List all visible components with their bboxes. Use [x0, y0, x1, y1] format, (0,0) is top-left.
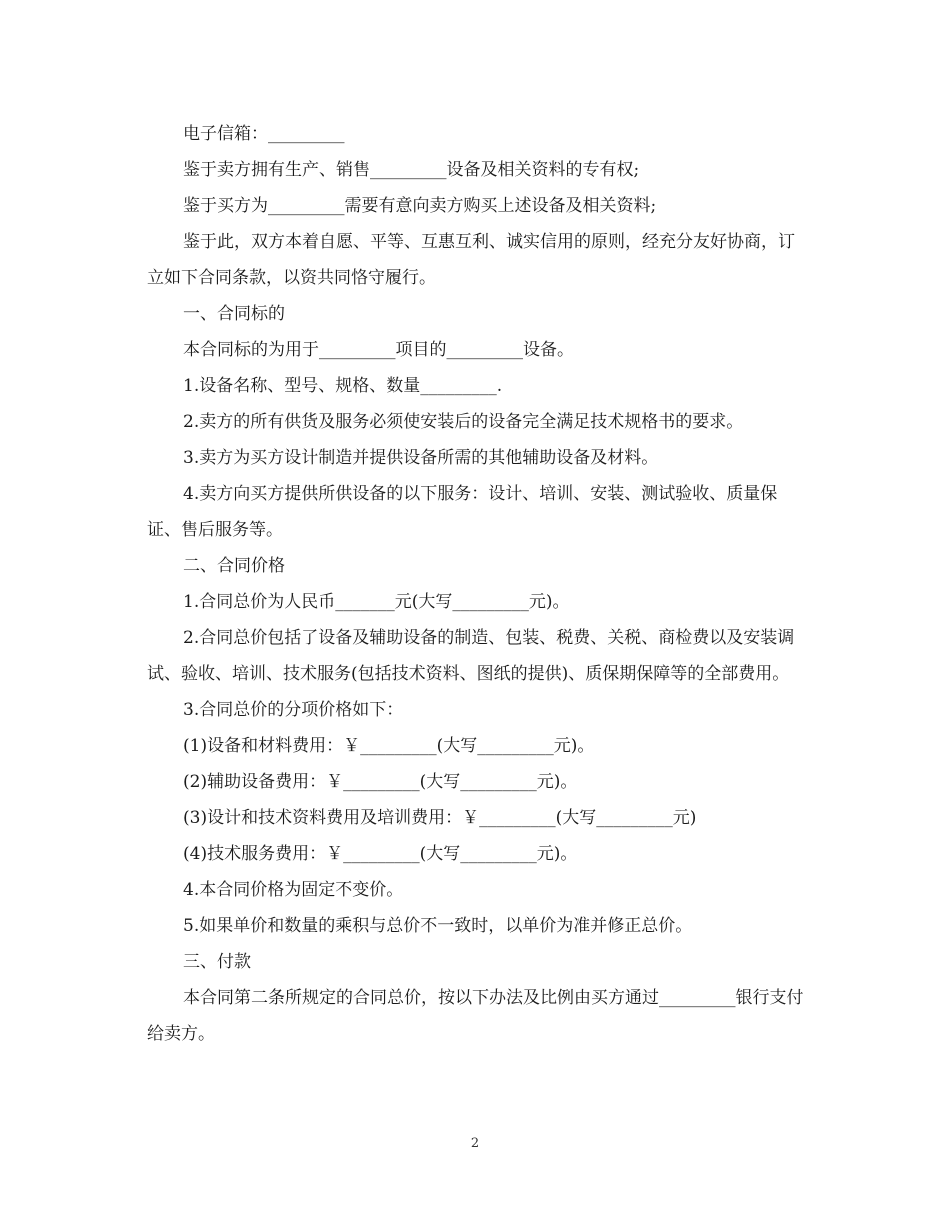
clause-1-4: 4.卖方向买方提供所供设备的以下服务：设计、培训、安装、测试验收、质量保证、售后服务等。 — [147, 484, 778, 540]
section-heading-contract-price: 二、合同价格 — [183, 556, 285, 576]
clause-2-1: 1.合同总价为人民币_______元(大写_________元)。 — [183, 592, 570, 612]
document-body — [147, 116, 807, 1052]
clause-1-2: 2.卖方的所有供货及服务必须使安装后的设备完全满足技术规格书的要求。 — [183, 412, 744, 432]
recital-agreement: 鉴于此，双方本着自愿、平等、互惠互利、诚实信用的原则，经充分友好协商，订立如下合同条款，以资共同恪守履行。 — [147, 232, 795, 288]
recital-buyer-intent: 鉴于买方为_________需要有意向卖方购买上述设备及相关资料; — [183, 196, 657, 216]
recital-seller-rights: 鉴于卖方拥有生产、销售_________设备及相关资料的专有权; — [183, 160, 640, 180]
clause-1-3: 3.卖方为买方设计制造并提供设备所需的其他辅助设备及材料。 — [183, 448, 659, 468]
page-number: 2 — [470, 1136, 480, 1151]
price-item-3: (3)设计和技术资料费用及培训费用：￥_________(大写_________元) — [183, 808, 697, 828]
section-heading-payment: 三、付款 — [183, 952, 251, 972]
clause-2-2: 2.合同总价包括了设备及辅助设备的制造、包装、税费、关税、商检费以及安装调试、验收、培训、技术服务(包括技术资料、图纸的提供)、质保期保障等的全部费用。 — [147, 628, 795, 684]
contract-subject-text: 本合同标的为用于_________项目的_________设备。 — [183, 340, 574, 360]
payment-text: 本合同第二条所规定的合同总价，按以下办法及比例由买方通过_________银行支付给卖方。 — [147, 988, 804, 1044]
clause-2-3: 3.合同总价的分项价格如下： — [183, 700, 404, 720]
email-line: 电子信箱：_________ — [183, 124, 345, 144]
clause-2-4: 4.本合同价格为固定不变价。 — [183, 880, 404, 900]
section-heading-contract-subject: 一、合同标的 — [183, 304, 285, 324]
price-item-1: (1)设备和材料费用：￥_________(大写_________元)。 — [183, 736, 595, 756]
price-item-4: (4)技术服务费用：￥_________(大写_________元)。 — [183, 844, 578, 864]
clause-2-5: 5.如果单价和数量的乘积与总价不一致时，以单价为准并修正总价。 — [183, 916, 693, 936]
price-item-2: (2)辅助设备费用：￥_________(大写_________元)。 — [183, 772, 578, 792]
clause-1-1: 1.设备名称、型号、规格、数量_________. — [183, 376, 503, 396]
